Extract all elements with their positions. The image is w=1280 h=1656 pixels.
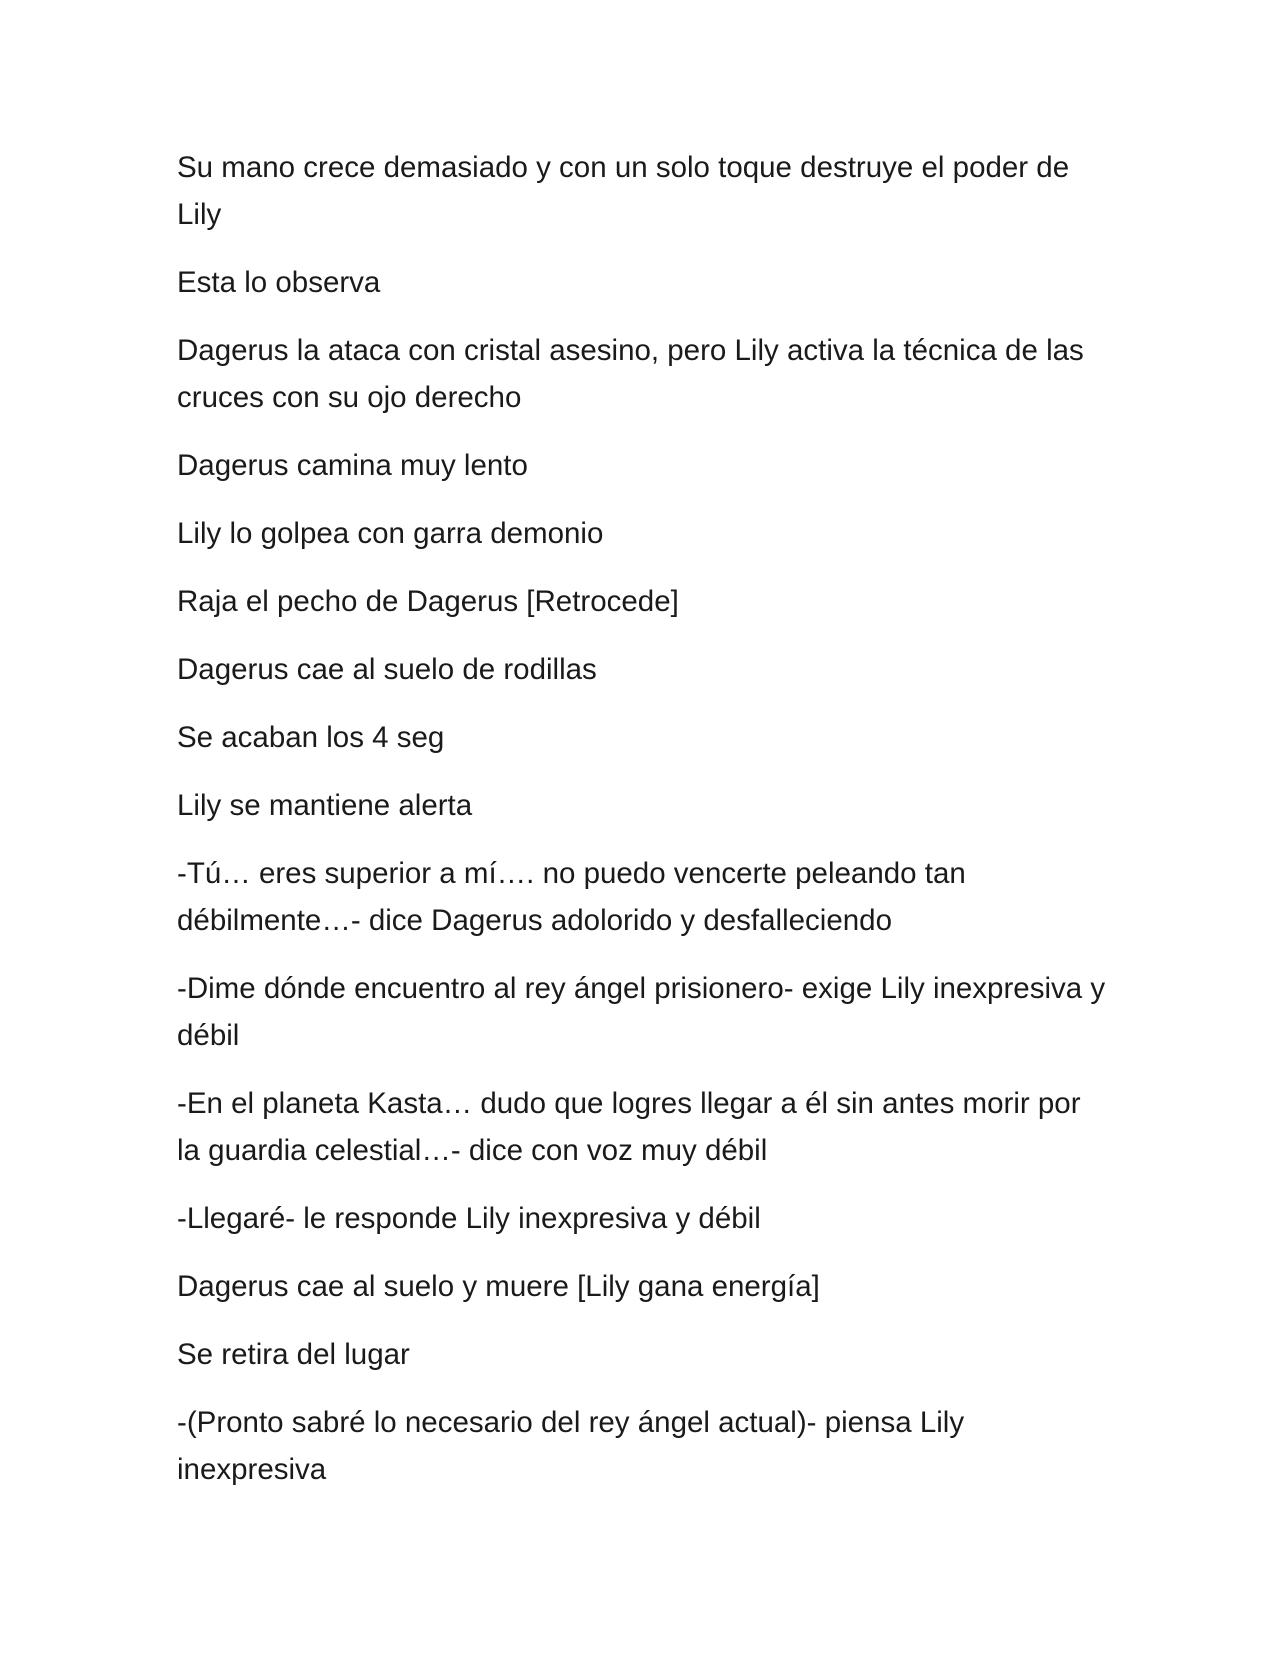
paragraph: -En el planeta Kasta… dudo que logres llegar a él sin antes morir por la guardia celestial…- dice con voz muy débil — [177, 1087, 1081, 1167]
paragraph: Su mano crece demasiado y con un solo toque destruye el poder de Lily — [177, 151, 1070, 231]
paragraph: Dagerus cae al suelo y muere [Lily gana energía] — [177, 1270, 820, 1303]
paragraph: -Llegaré- le responde Lily inexpresiva y débil — [177, 1202, 761, 1235]
paragraph: Esta lo observa — [177, 266, 381, 299]
paragraph: Lily lo golpea con garra demonio — [177, 517, 604, 550]
paragraph: Dagerus camina muy lento — [177, 449, 528, 482]
paragraph: -Tú… eres superior a mí…. no puedo vencerte peleando tan débilmente…- dice Dagerus adolorido y desfalleciendo — [177, 857, 966, 937]
paragraph: -Dime dónde encuentro al rey ángel prisionero- exige Lily inexpresiva y débil — [177, 972, 1106, 1052]
document-body — [177, 144, 1107, 1514]
paragraph: Se retira del lugar — [177, 1338, 410, 1371]
paragraph: Lily se mantiene alerta — [177, 789, 473, 822]
paragraph: Dagerus cae al suelo de rodillas — [177, 653, 597, 686]
paragraph: -(Pronto sabré lo necesario del rey ángel actual)- piensa Lily inexpresiva — [177, 1406, 965, 1486]
paragraph: Raja el pecho de Dagerus [Retrocede] — [177, 585, 679, 618]
paragraph: Se acaban los 4 seg — [177, 721, 445, 754]
paragraph: Dagerus la ataca con cristal asesino, pero Lily activa la técnica de las cruces con su ojo derecho — [177, 334, 1084, 414]
